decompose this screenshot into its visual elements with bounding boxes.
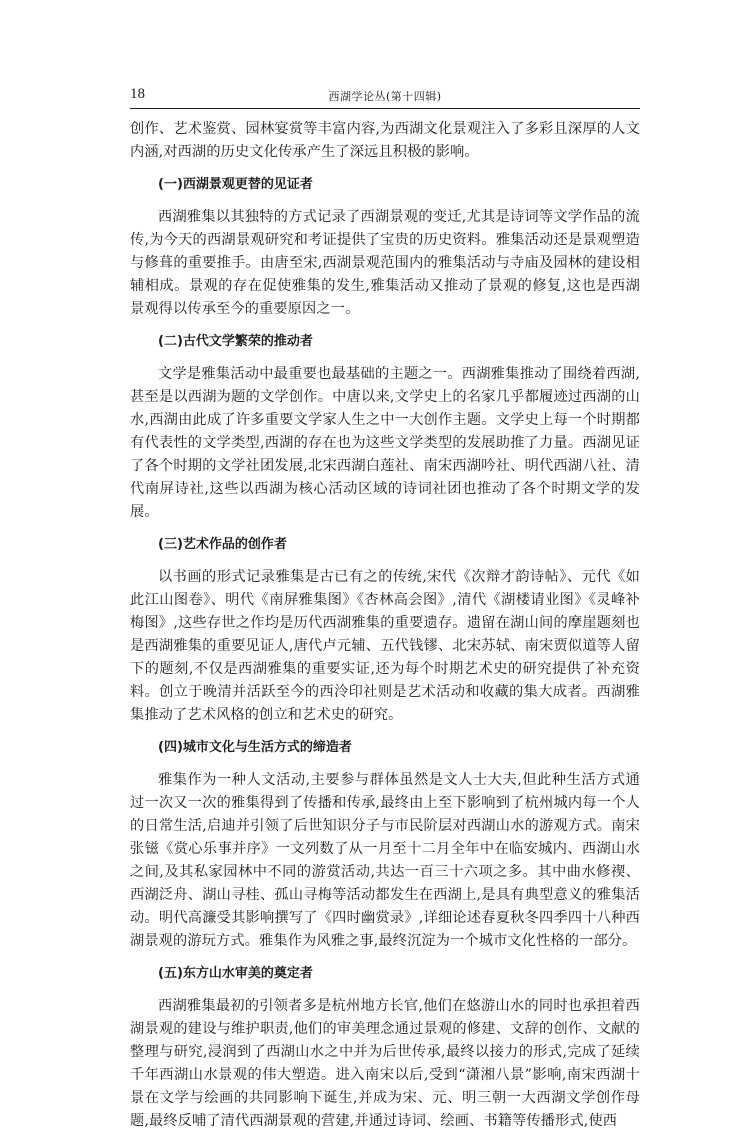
running-title: 西湖学论丛(第十四辑) [328, 90, 442, 103]
section-paragraph-1: 西湖雅集以其独特的方式记录了西湖景观的变迁,尤其是诗词等文学作品的流传,为今天的西湖景观研究和考证提供了宝贵的历史资料。雅集活动还是景观塑造与修葺的重要推手。由唐至宋,西湖景观范围内的雅集活动与寺庙及园林的建设相辅相成。景观的存在促使雅集的发生,雅集活动又推动了景观的修复,这也是西湖景观得以传承至今的重要原因之一。 [130, 209, 640, 317]
page-number: 18 [130, 86, 145, 102]
paragraph-continuation: 创作、艺术鉴赏、园林宴赏等丰富内容,为西湖文化景观注入了多彩且深厚的人文内涵,对西湖的历史文化传承产生了深远且积极的影响。 [130, 121, 640, 160]
section-paragraph-5: 西湖雅集最初的引领者多是杭州地方长官,他们在悠游山水的同时也承担着西湖景观的建设与维护职责,他们的审美理念通过景观的修建、文辞的创作、文献的整理与研究,浸润到了西湖山水之中并为后世传承,最终以接力的形式,完成了延续千年西湖山水景观的伟大塑造。进入南宋以后,受到“潇湘八景”影响,南宋西湖十景在文学与绘画的共同影响下诞生,并成为宋、元、明三朝一大西湖文学创作母题,最终反哺了清代西湖景观的营建,并通过诗词、绘画、书籍等传播形式,使西 [130, 998, 640, 1129]
body-text [130, 118, 640, 1133]
section-heading-3: (三)艺术作品的创作者 [158, 537, 287, 552]
section-heading-4: (四)城市文化与生活方式的缔造者 [158, 740, 352, 755]
section-heading-5: (五)东方山水审美的奠定者 [158, 966, 313, 981]
section-heading-1: (一)西湖景观更替的见证者 [158, 177, 313, 192]
section-paragraph-2: 文学是雅集活动中最重要也最基础的主题之一。西湖雅集推动了围绕着西湖,甚至是以西湖为题的文学创作。中唐以来,文学史上的名家几乎都履迹过西湖的山水,西湖由此成了许多重要文学家人生之中一大创作主题。文学史上每一个时期都有代表性的文学类型,西湖的存在也为这些文学类型的发展助推了力量。西湖见证了各个时期的文学社团发展,北宋西湖白莲社、南宋西湖吟社、明代西湖八社、清代南屏诗社,这些以西湖为核心活动区域的诗词社团也推动了各个时期文学的发展。 [130, 366, 640, 520]
section-heading-2: (二)古代文学繁荣的推动者 [158, 334, 313, 349]
section-paragraph-4: 雅集作为一种人文活动,主要参与群体虽然是文人士大夫,但此种生活方式通过一次又一次的雅集得到了传播和传承,最终由上至下影响到了杭州城内每一个人的日常生活,启迪并引领了后世知识分子与市民阶层对西湖山水的游观方式。南宋张镃《赏心乐事并序》一文列数了从一月至十二月全年中在临安城内、西湖山水之间,及其私家园林中不同的游赏活动,共达一百三十六项之多。其中曲水修禊、西湖泛舟、湖山寻桂、孤山寻梅等活动都发生在西湖上,是具有典型意义的雅集活动。明代高濂受其影响撰写了《四时幽赏录》,详细论述春夏秋冬四季四十八种西湖景观的游玩方式。雅集作为风雅之事,最终沉淀为一个城市文化性格的一部分。 [130, 772, 640, 949]
section-paragraph-3: 以书画的形式记录雅集是古已有之的传统,宋代《次辩才韵诗帖》、元代《如此江山图卷》、明代《南屏雅集图》《杏林高会图》,清代《湖楼请业图》《灵峰补梅图》,这些存世之作均是历代西湖雅集的重要遗存。遗留在湖山间的摩崖题刻也是西湖雅集的重要见证人,唐代卢元辅、五代钱镠、北宋苏轼、南宋贾似道等人留下的题刻,不仅是西湖雅集的重要实证,还为每个时期艺术史的研究提供了补充资料。创立于晚清并活跃至今的西泠印社则是艺术活动和收藏的集大成者。西湖雅集推动了艺术风格的创立和艺术史的研究。 [130, 569, 640, 723]
page-header [130, 86, 640, 109]
